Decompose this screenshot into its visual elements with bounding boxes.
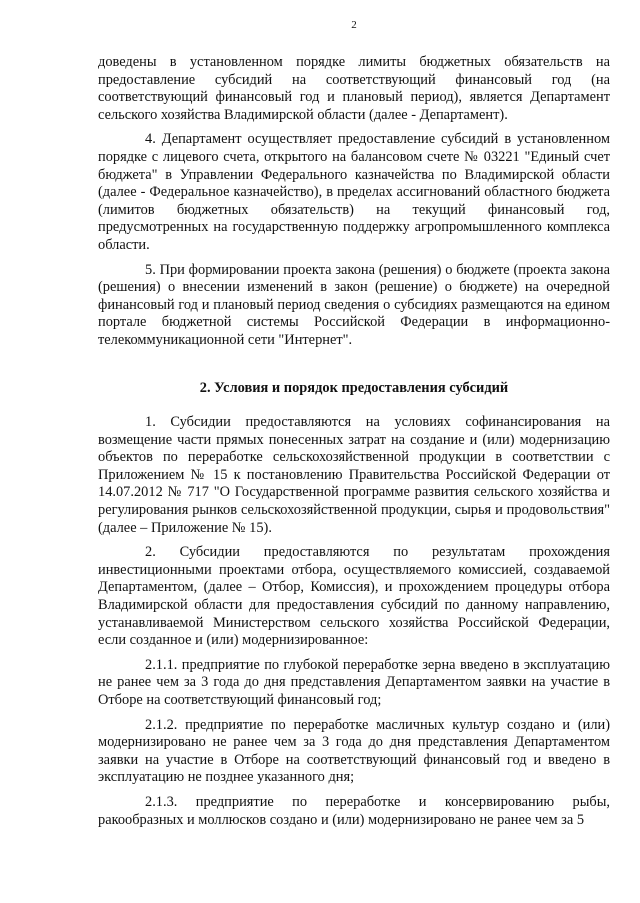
paragraph-2-1-3: 2.1.3. предприятие по переработке и консервированию рыбы, ракообразных и моллюсков создано и (или) модернизировано не ранее чем за 5 xyxy=(98,793,610,828)
paragraph-5: 5. При формировании проекта закона (решения) о бюджете (проекта закона (решения) о внесении изменений в закон (решение) о бюджете) на очередной финансовый год и плановый период сведения о субсидиях размещаются на едином портале бюджетной системы Российской Федерации в информационно-телекоммуникационной сети "Интернет". xyxy=(98,261,610,348)
paragraph-2-1-1: 2.1.1. предприятие по глубокой переработке зерна введено в эксплуатацию не ранее чем за 3 года до дня представления Департаментом заявки на участие в Отборе на соответствующий финансовый год; xyxy=(98,656,610,708)
paragraph-2-2: 2. Субсидии предоставляются по результатам прохождения инвестиционными проектами отбора, осуществляемого комиссией, создаваемой Департаментом, (далее – Отбор, Комиссия), и прохождением процедуры отбора Владимирской области для предоставления субсидий по данному направлению, устанавливаемой Министерством сельского хозяйства Российской Федерации, если созданное и (или) модернизированное: xyxy=(98,544,610,649)
paragraph-2-1: 1. Субсидии предоставляются на условиях софинансирования на возмещение части прямых понесенных затрат на создание и (или) модернизацию объектов по переработке сельскохозяйственной продукции в соответствии с Приложением № 15 к постановлению Правительства Российской Федерации от 14.07.2012 № 717 "О Государственной программе развития сельского хозяйства и регулирования рынков сельскохозяйственной продукции, сырья и продовольствия" (далее – Приложение № 15). xyxy=(98,414,610,536)
paragraph-continuation: доведены в установленном порядке лимиты бюджетных обязательств на предоставление субсидий на соответствующий финансовый год (на соответствующий финансовый год и плановый период), является Департамент сельского хозяйства Владимирской области (далее - Департамент). xyxy=(98,54,610,123)
paragraph-2-1-2: 2.1.2. предприятие по переработке масличных культур создано и (или) модернизировано не ранее чем за 3 года до дня представления Департаментом заявки на участие в Отборе на соответствующий финансовый год и введено в эксплуатацию не позднее указанного дня; xyxy=(98,716,610,786)
paragraph-4: 4. Департамент осуществляет предоставление субсидий в установленном порядке с лицевого счета, открытого на балансовом счете № 03221 "Единый счет бюджета" в Управлении Федерального казначейства по Владимирской области (далее - Федеральное казначейство), в пределах ассигнований областного бюджета (лимитов бюджетных обязательств) на текущий финансовый год, предусмотренных на государственную поддержку агропромышленного комплекса области. xyxy=(98,131,610,253)
section-heading: 2. Условия и порядок предоставления субсидий xyxy=(199,379,509,396)
page-number: 2 xyxy=(351,19,357,31)
